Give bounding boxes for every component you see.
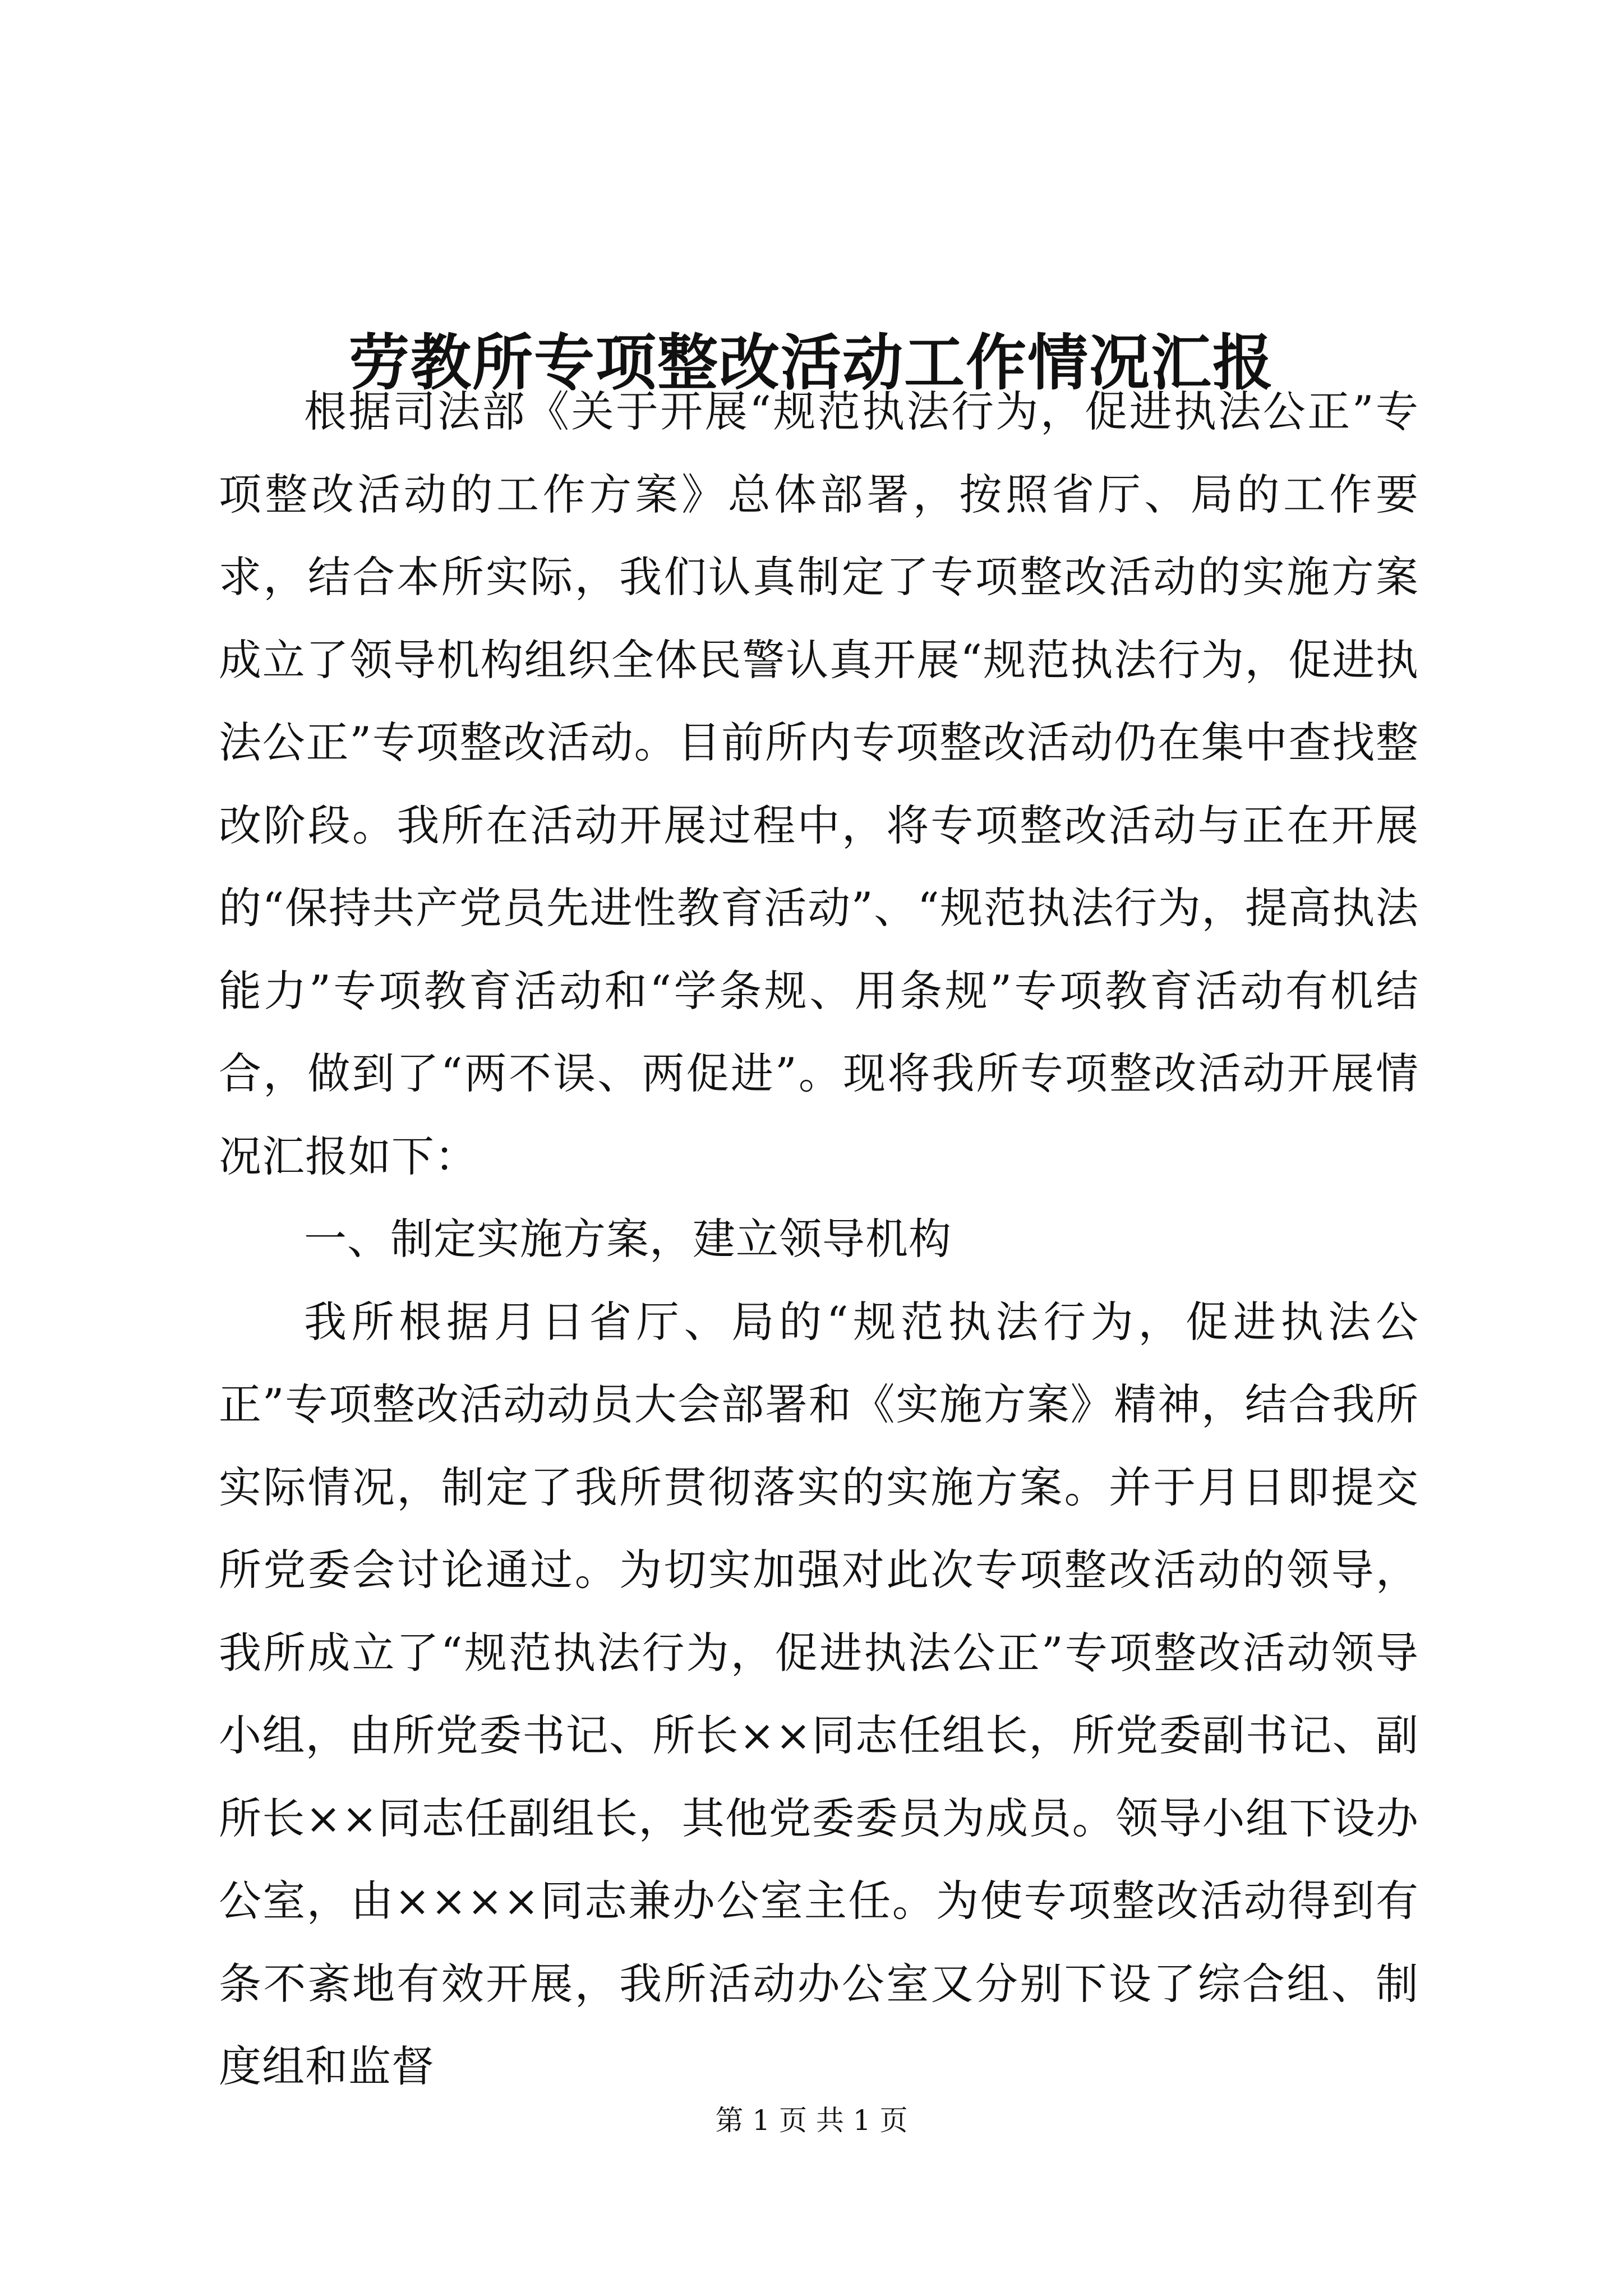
paragraph-intro: 根据司法部《关于开展“规范执法行为，促进执法公正”专项整改活动的工作方案》总体部署，按照省厅、局的工作要求，结合本所实际，我们认真制定了专项整改活动的实施方案成立了领导机构组织全体民警认真开展“规范执法行为，促进执法公正”专项整改活动。目前所内专项整改活动仍在集中查找整改阶段。我所在活动开展过程中，将专项整改活动与正在开展的“保持共产党员先进性教育活动”、“规范执法行为，提高执法能力”专项教育活动和“学条规、用条规”专项教育活动有机结合，做到了“两不误、两促进”。现将我所专项整改活动开展情况汇报如下： bbox=[219, 386, 1419, 1181]
document-title: 劳教所专项整改活动工作情况汇报 bbox=[348, 328, 1274, 399]
paragraph-section-1: 我所根据月日省厅、局的“规范执法行为，促进执法公正”专项整改活动动员大会部署和《实施方案》精神，结合我所实际情况，制定了我所贯彻落实的实施方案。并于月日即提交所党委会讨论通过。为切实加强对此次专项整改活动的领导，我所成立了“规范执法行为，促进执法公正”专项整改活动领导小组，由所党委书记、所长××同志任组长，所党委副书记、副所长××同志任副组长，其他党委委员为成员。领导小组下设办公室，由××××同志兼办公室主任。为使专项整改活动得到有条不紊地有效开展，我所活动办公室又分别下设了综合组、制度组和监督 bbox=[219, 1296, 1419, 2091]
document-body bbox=[219, 370, 1419, 2108]
section-heading-1: 一、制定实施方案，建立领导机构 bbox=[304, 1214, 952, 1264]
page-footer: 第 1 页 共 1 页 bbox=[715, 2104, 908, 2137]
